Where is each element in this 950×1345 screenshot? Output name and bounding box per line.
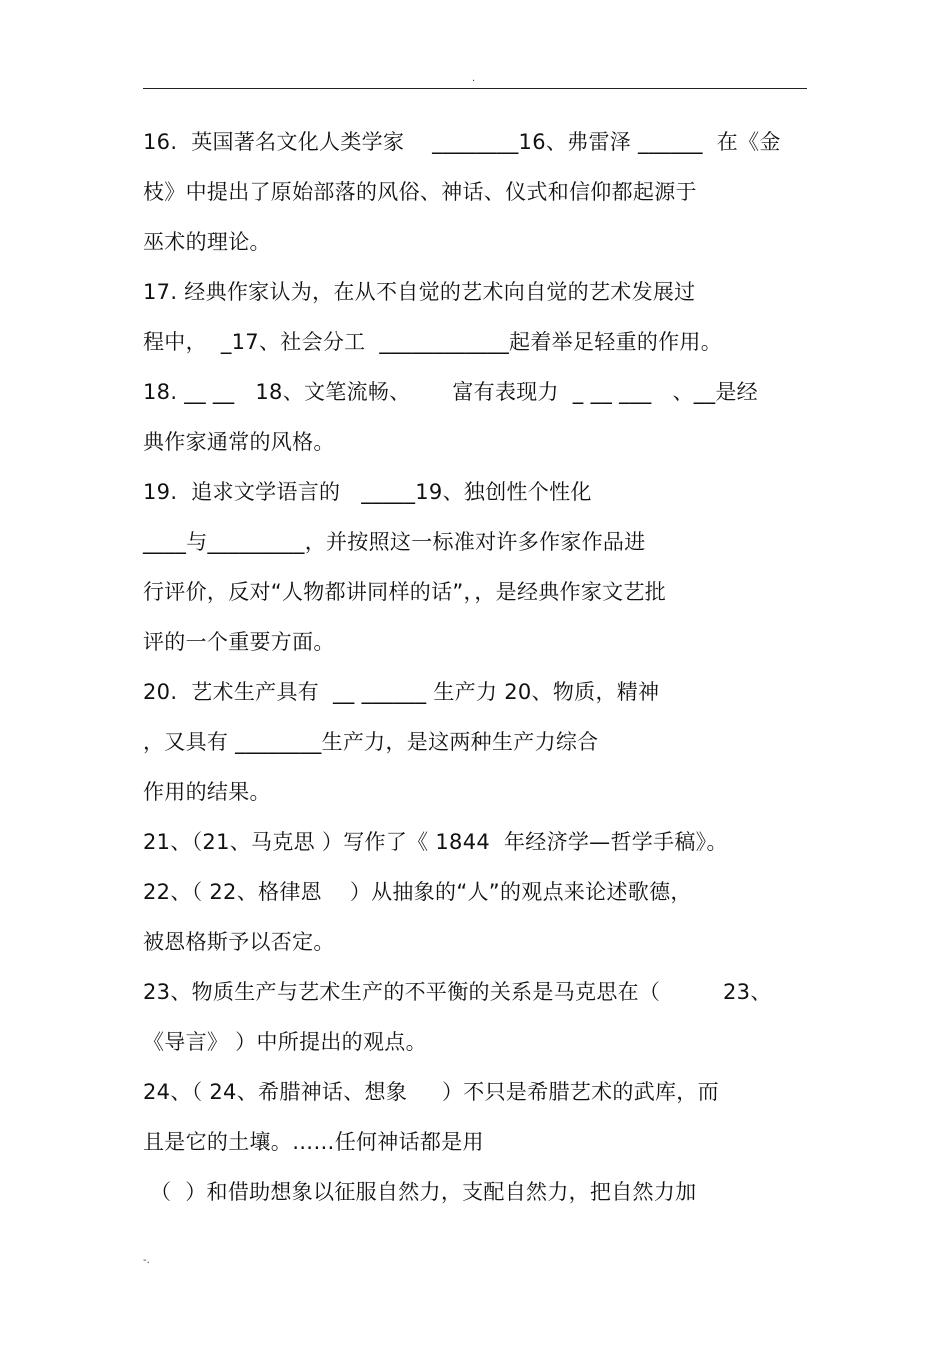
text-line: 22、（ 22、格律恩 ）从抽象的“人”的观点来论述歌德， <box>143 880 692 904</box>
text-line: 评的一个重要方面。 <box>143 630 335 654</box>
text-line: 程中， _17、社会分工 ____________起着举足轻重的作用。 <box>143 330 723 354</box>
text-line: （ ）和借助想象以征服自然力，支配自然力，把自然力加 <box>143 1180 697 1204</box>
text-line: 18. __ __ 18、文笔流畅、 富有表现力 _ __ ___ 、__是经 <box>143 380 758 404</box>
text-line: 17. 经典作家认为，在从不自觉的艺术向自觉的艺术发展过 <box>143 280 696 304</box>
text-line: ____与_________，并按照这一标准对许多作家作品进 <box>143 530 646 554</box>
text-line: 19. 追求文学语言的 _____19、独创性个性化 <box>143 480 592 504</box>
text-line: 24、（ 24、希腊神话、想象 ）不只是希腊艺术的武库，而 <box>143 1080 719 1104</box>
footer-mark: -. <box>143 1255 150 1266</box>
text-line: 枝》中提出了原始部落的风俗、神话、仪式和信仰都起源于 <box>143 180 697 204</box>
text-line: 20. 艺术生产具有 __ ______ 生产力 20、物质，精神 <box>143 680 660 704</box>
text-line: 典作家通常的风格。 <box>143 430 335 454</box>
text-line: 21、（21、马克思 ）写作了《 1844 年经济学—哲学手稿》。 <box>143 830 728 854</box>
text-line: 《导言》 ）中所提出的观点。 <box>143 1030 427 1054</box>
text-line: 行评价，反对“人物都讲同样的话”，，是经典作家文艺批 <box>143 580 667 604</box>
header-dot: . <box>472 73 476 84</box>
text-line: ，又具有 ________生产力，是这两种生产力综合 <box>143 730 599 754</box>
text-line: 巫术的理论。 <box>143 230 271 254</box>
text-line: 作用的结果。 <box>143 780 271 804</box>
text-line: 23、物质生产与艺术生产的不平衡的关系是马克思在（ 23、 <box>143 980 772 1004</box>
text-line: 16. 英国著名文化人类学家 ________16、弗雷泽 ______ 在《金 <box>143 130 781 154</box>
header-rule <box>143 88 807 89</box>
text-line: 且是它的土壤。……任何神话都是用 <box>143 1130 484 1154</box>
text-line: 被恩格斯予以否定。 <box>143 930 335 954</box>
